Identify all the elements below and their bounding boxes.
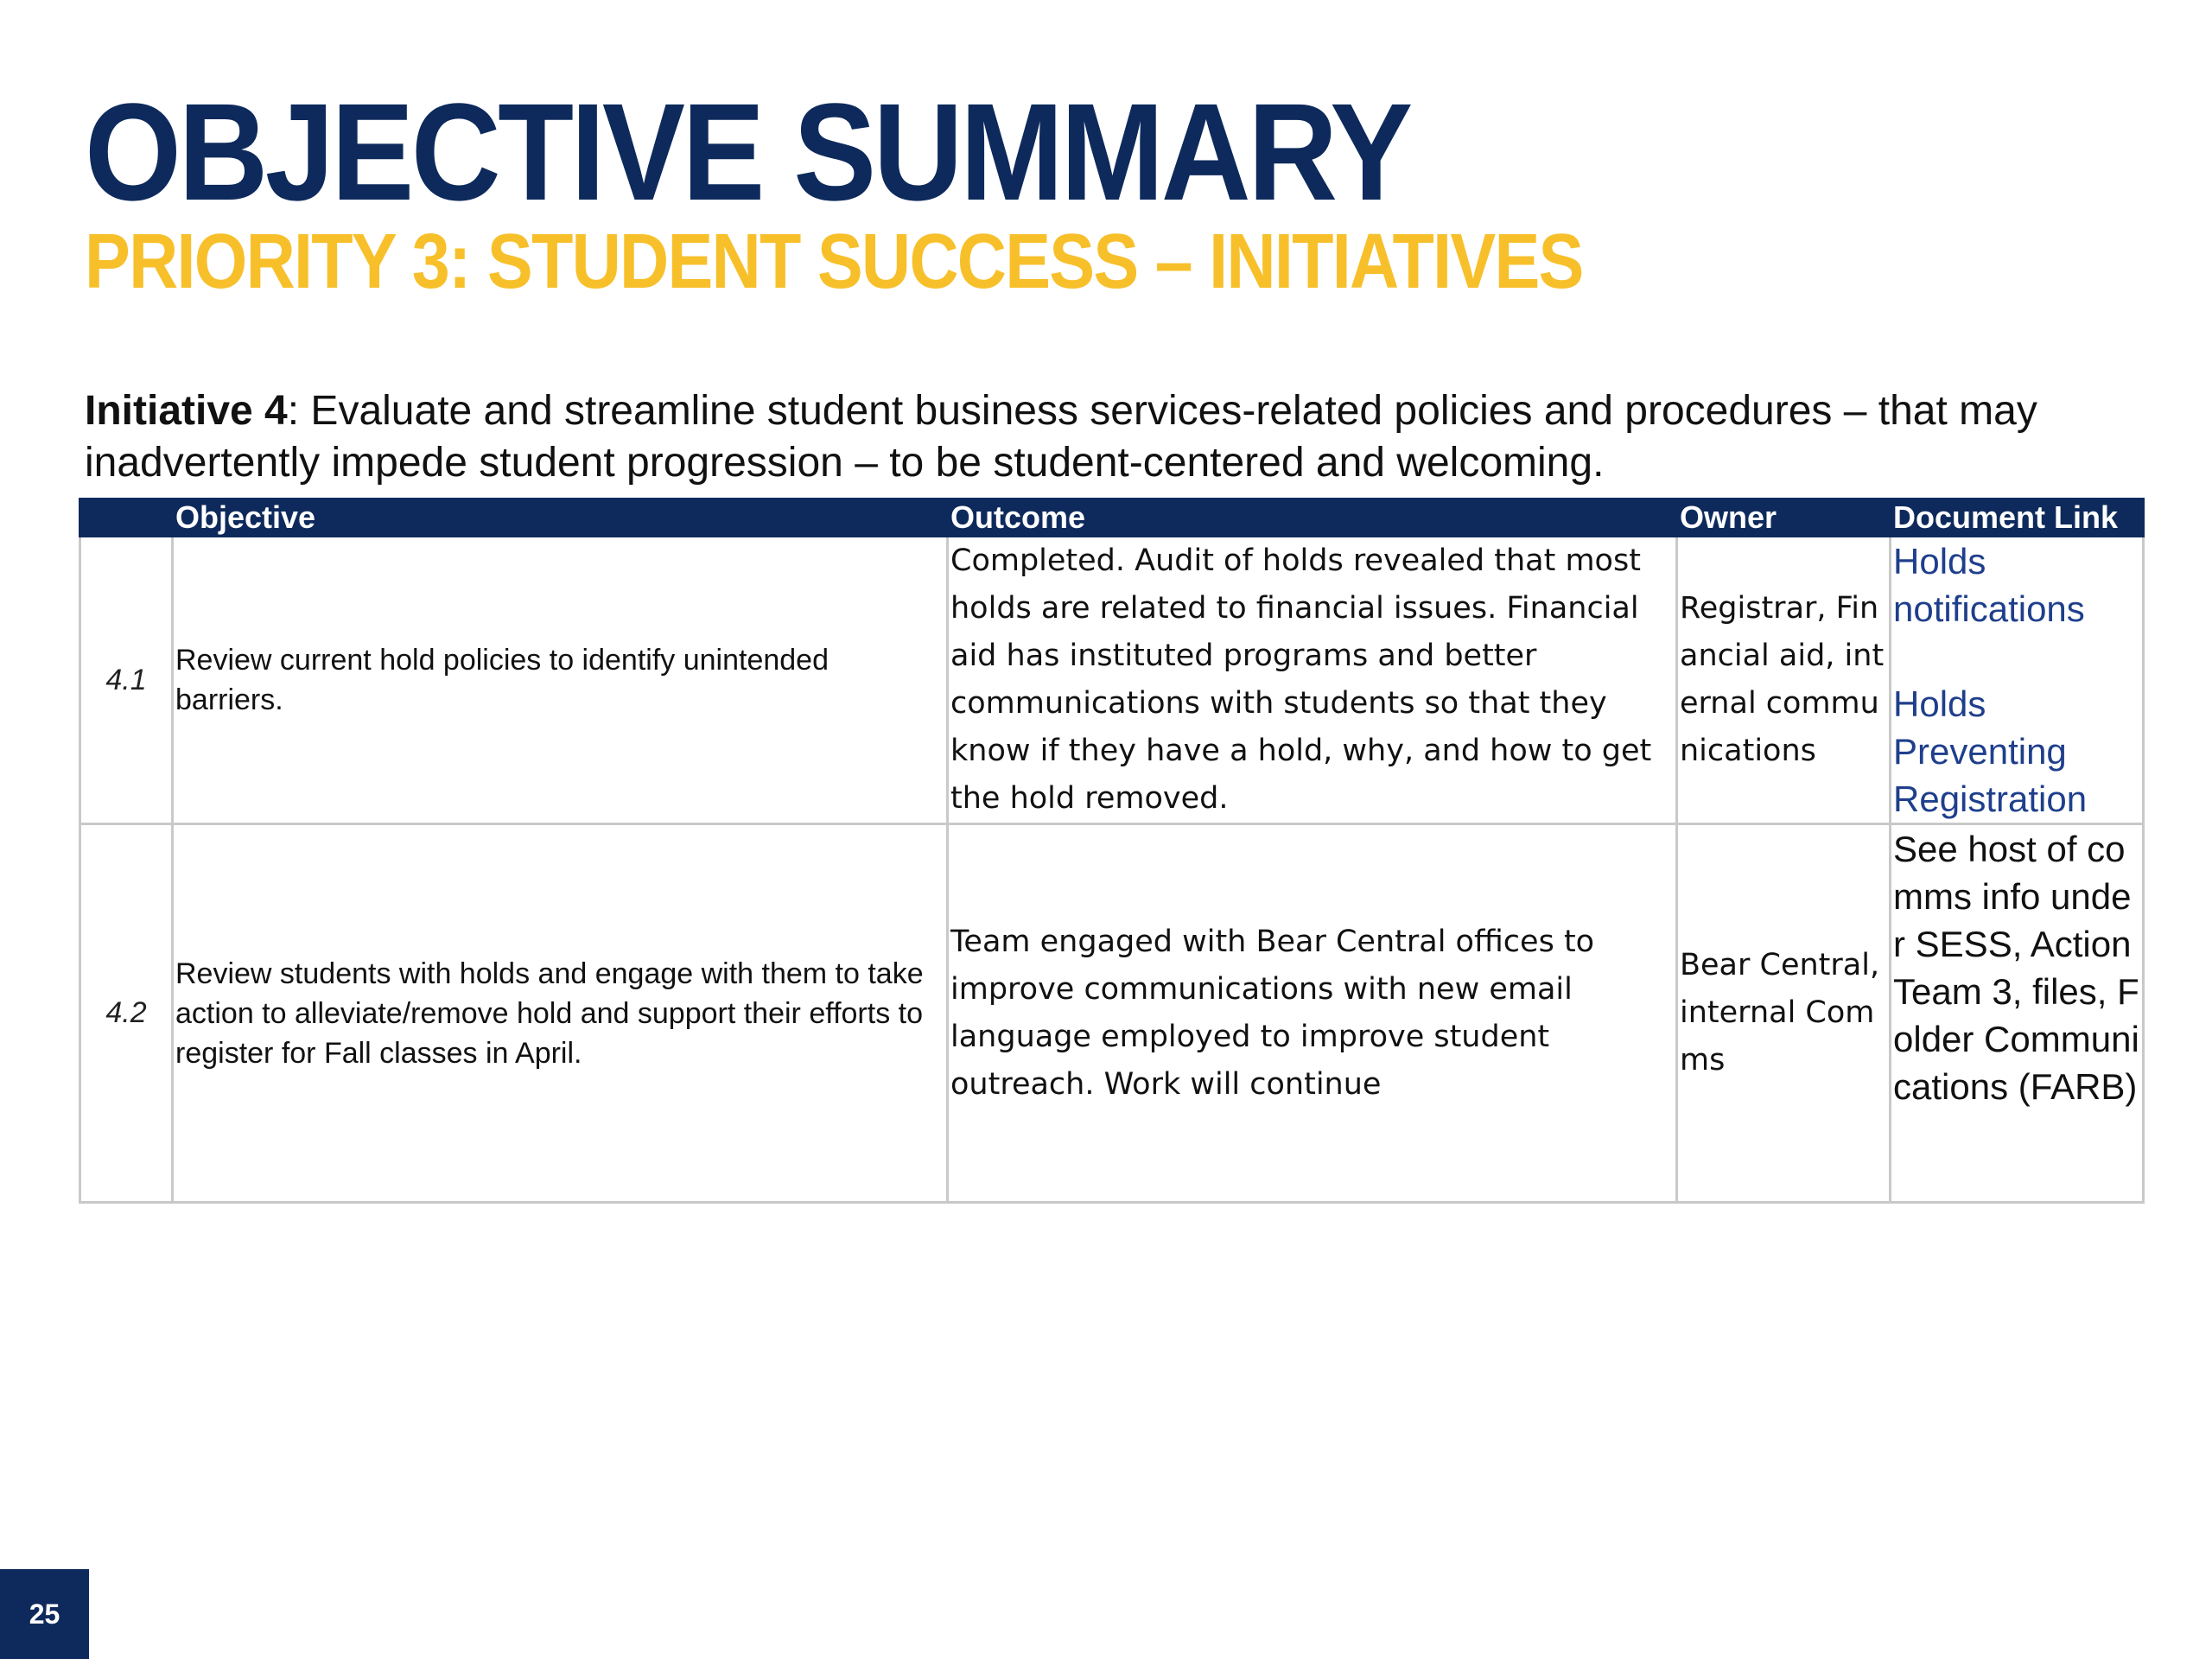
holds-preventing-registration-link[interactable]: Holds Preventing Registration xyxy=(1893,683,2088,819)
outcome-cell: Team engaged with Bear Central offices to improve communications with new email language employed to improve student outreach. Work will continue xyxy=(948,824,1677,1203)
page-number: 25 xyxy=(0,1569,89,1659)
page-title: OBJECTIVE SUMMARY xyxy=(85,74,1410,229)
header-objective: Objective xyxy=(173,499,948,537)
owner-cell: Registrar, Financial aid, internal communications xyxy=(1677,537,1891,824)
objective-cell: Review students with holds and engage with them to take action to alleviate/remove hold and support their efforts to register for Fall classes in April. xyxy=(173,824,948,1203)
initiative-label: Initiative 4 xyxy=(85,388,288,434)
header-number xyxy=(80,499,173,537)
outcome-cell: Completed. Audit of holds revealed that most holds are related to financial issues. Financial aid has instituted programs and better communications with students so that they know if they have a hold, why, and how to get the hold removed. xyxy=(948,537,1677,824)
header-outcome: Outcome xyxy=(948,499,1677,537)
document-link-cell xyxy=(1891,537,2144,824)
table-header-row xyxy=(80,499,2144,537)
initiative-description xyxy=(85,385,2158,489)
header-owner: Owner xyxy=(1677,499,1891,537)
page-subtitle: PRIORITY 3: STUDENT SUCCESS – INITIATIVES xyxy=(85,219,1583,305)
table-row xyxy=(80,824,2144,1203)
link-spacer xyxy=(1893,632,2140,680)
row-number: 4.2 xyxy=(80,824,173,1203)
row-number: 4.1 xyxy=(80,537,173,824)
header-document-link: Document Link xyxy=(1891,499,2144,537)
owner-cell: Bear Central, internal Comms xyxy=(1677,824,1891,1203)
initiative-text: : Evaluate and streamline student business services-related policies and procedures – that may inadvertently impede student progression – to be student-centered and welcoming. xyxy=(85,388,2037,486)
objective-table xyxy=(79,498,2145,1204)
table-row xyxy=(80,537,2144,824)
holds-notifications-link[interactable]: Holds notifications xyxy=(1893,541,2085,629)
objective-cell: Review current hold policies to identify unintended barriers. xyxy=(173,537,948,824)
document-location-cell: See host of comms info under SESS, Action Team 3, files, Folder Communications (FARB) xyxy=(1891,824,2144,1203)
